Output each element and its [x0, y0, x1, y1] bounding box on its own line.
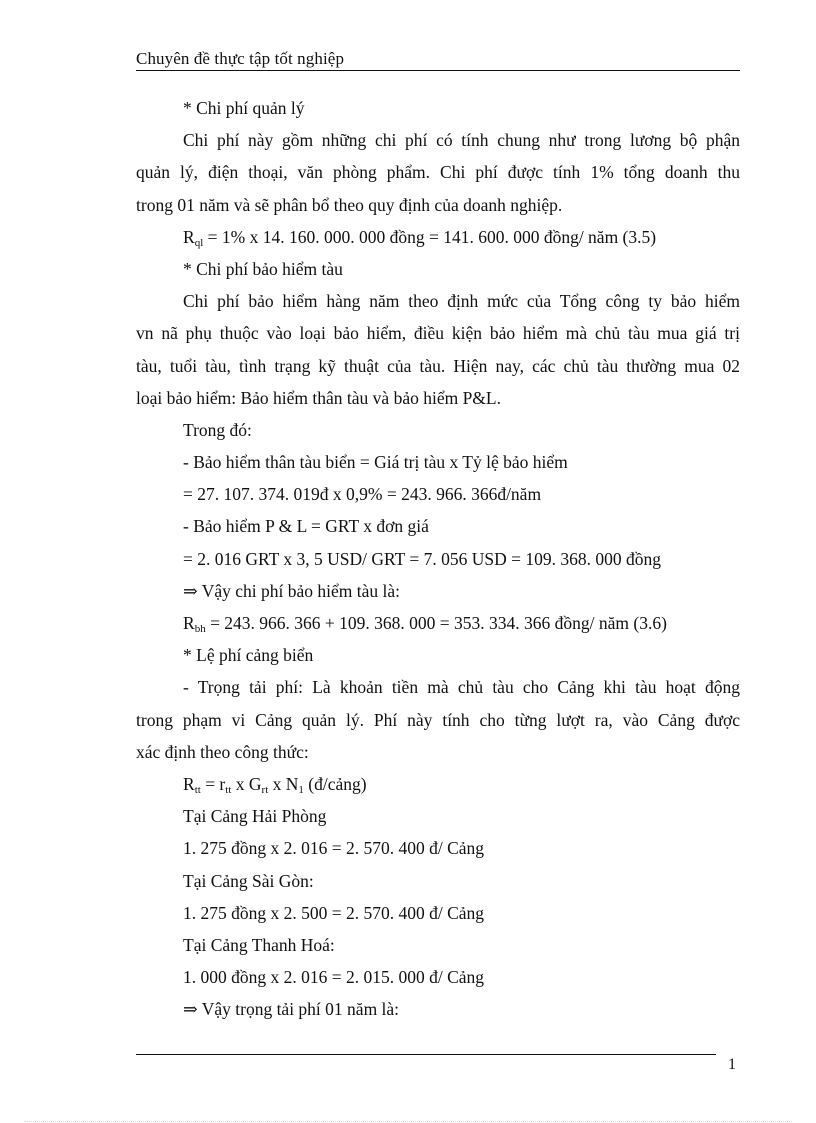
formula-line: 1. 000 đồng x 2. 016 = 2. 015. 000 đ/ Cảng: [183, 967, 485, 988]
paragraph-line: Chi phí bảo hiểm hàng năm theo định mức của Tổng công ty bảo hiểm: [183, 291, 740, 312]
list-item: - Bảo hiểm P & L = GRT x đơn giá: [183, 516, 429, 537]
paragraph-line: xác định theo công thức:: [136, 741, 309, 762]
page-content: [136, 92, 740, 1025]
header-title: Chuyên đề thực tập tốt nghiệp: [136, 49, 345, 68]
page-bottom-dotted-line: [24, 1121, 792, 1122]
paragraph-line: trong 01 năm và sẽ phân bổ theo quy định của doanh nghiệp.: [136, 194, 563, 215]
formula-line: 1. 275 đồng x 2. 500 = 2. 570. 400 đ/ Cảng: [183, 902, 485, 923]
paragraph-line: Chi phí này gồm những chi phí có tính chung như trong lương bộ phận: [183, 130, 740, 151]
section-heading-insurance-cost: * Chi phí bảo hiểm tàu: [183, 258, 343, 279]
section-heading-port-fees: * Lệ phí cảng biển: [183, 645, 314, 666]
port-label: Tại Cảng Hải Phòng: [183, 806, 327, 827]
paragraph-line: quản lý, điện thoại, văn phòng phẩm. Chi phí được tính 1% tổng doanh thu: [136, 162, 740, 183]
conclusion-line: ⇒ Vậy trọng tải phí 01 năm là:: [183, 999, 400, 1020]
paragraph-line: trong phạm vi Cảng quản lý. Phí này tính cho từng lượt ra, vào Cảng được: [136, 709, 740, 730]
formula-line: $R_{tt} = r_{tt}$ x $G_{rt}$ x $N_1$ (đ/cảng): [183, 773, 367, 796]
port-label: Tại Cảng Thanh Hoá:: [183, 934, 335, 955]
formula-line: 1. 275 đồng x 2. 016 = 2. 570. 400 đ/ Cảng: [183, 838, 485, 859]
list-item: - Bảo hiểm thân tàu biển = Giá trị tàu x Tỷ lệ bảo hiểm: [183, 452, 568, 473]
footer-rule: [136, 1054, 716, 1055]
paragraph-line: vn nã phụ thuộc vào loại bảo hiểm, điều kiện bảo hiểm mà chủ tàu mua giá trị: [136, 323, 740, 344]
header-rule: [136, 70, 740, 71]
page-number: 1: [728, 1056, 736, 1073]
formula-line: = 2. 016 GRT x 3, 5 USD/ GRT = 7. 056 USD = 109. 368. 000 đồng: [183, 548, 662, 569]
paragraph-line: - Trọng tải phí: Là khoản tiền mà chủ tàu cho Cảng khi tàu hoạt động: [183, 677, 740, 698]
paragraph-line: Trong đó:: [183, 419, 252, 440]
paragraph-line: tàu, tuổi tàu, tình trạng kỹ thuật của tàu. Hiện nay, các chủ tàu thường mua 02: [136, 355, 740, 376]
formula-line: = 27. 107. 374. 019đ x 0,9% = 243. 966. 366đ/năm: [183, 484, 542, 505]
port-label: Tại Cảng Sài Gòn:: [183, 870, 314, 891]
formula-line: $R_{bh} = 243$. 966. 366 + 109. 368. 000 = 353. 334. 366 đồng/ năm (3.6): [183, 613, 667, 635]
conclusion-line: ⇒ Vậy chi phí bảo hiểm tàu là:: [183, 580, 400, 601]
section-heading-management-cost: * Chi phí quản lý: [183, 98, 305, 118]
paragraph-line: loại bảo hiểm: Bảo hiểm thân tàu và bảo hiểm P&L.: [136, 387, 501, 408]
formula-line: $R_{ql} = 1\%$ x 14. 160. 000. 000 đồng = 141. 600. 000 đồng/ năm (3.5): [183, 226, 657, 249]
